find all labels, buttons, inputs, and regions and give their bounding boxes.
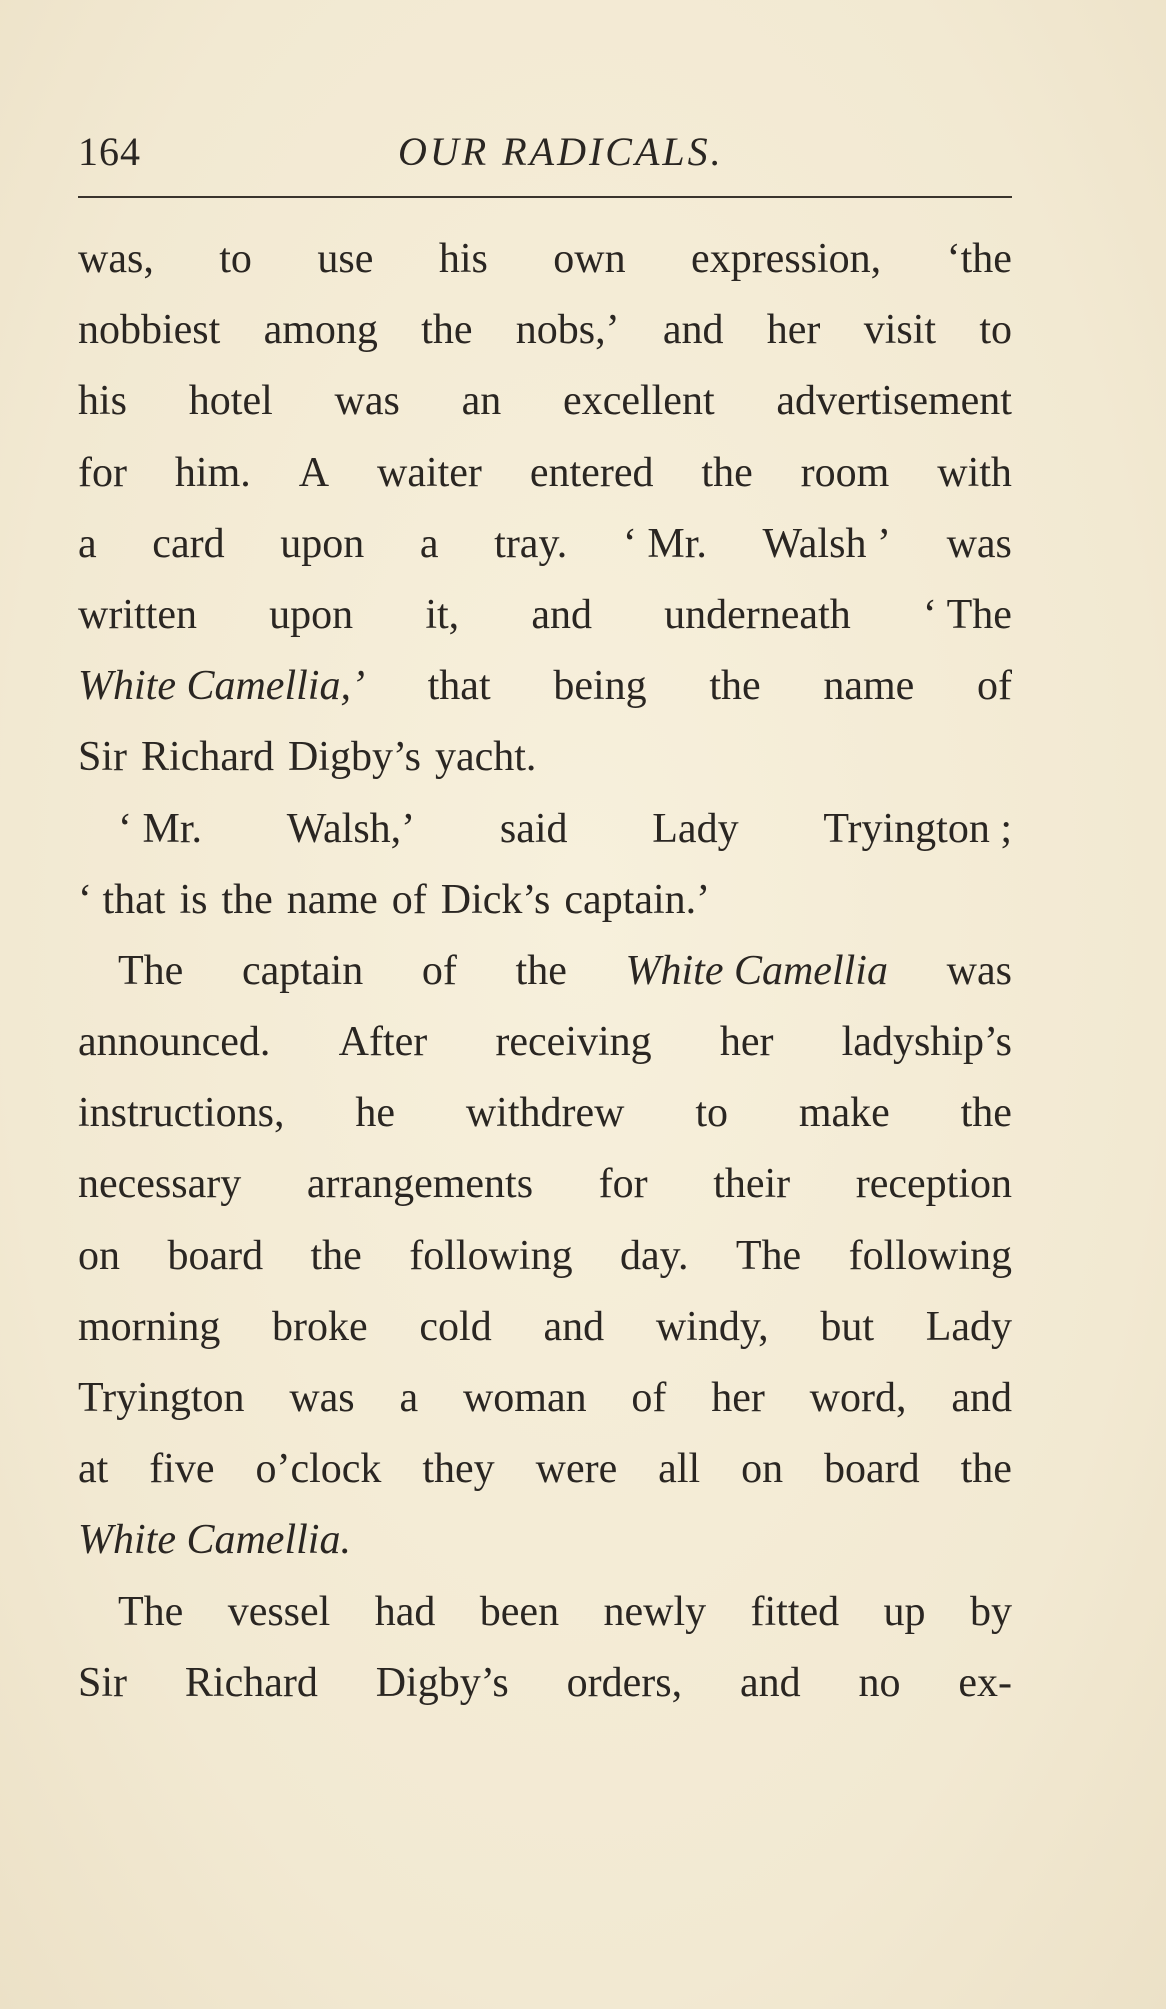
text-line (78, 1292, 1012, 1363)
word: yacht. (434, 734, 537, 781)
word: ‘ Mr. (622, 520, 707, 567)
word: was (946, 520, 1012, 567)
word: and (543, 1303, 605, 1350)
word: but (820, 1303, 874, 1350)
word: among (263, 307, 378, 354)
word: on (741, 1446, 784, 1493)
word: Walsh ’ (762, 520, 891, 567)
word: of (421, 947, 457, 994)
word: Walsh,’ (286, 805, 416, 852)
word: her (719, 1019, 774, 1066)
word: ‘ Mr. (118, 805, 202, 852)
word: After (338, 1019, 428, 1066)
word: windy, (655, 1303, 769, 1350)
word: Tryington (78, 1375, 245, 1421)
word: broke (272, 1303, 368, 1350)
word: own (553, 236, 626, 282)
word: card (152, 520, 225, 567)
word: being (553, 663, 647, 710)
word: woman (462, 1375, 587, 1421)
word: and (662, 307, 724, 354)
word: excellent (563, 378, 715, 425)
word: following (848, 1232, 1012, 1279)
word: upon (269, 591, 354, 638)
word: of (976, 663, 1012, 710)
word: ‘ that (78, 876, 166, 923)
word: Dick’s (440, 876, 551, 923)
word: by (969, 1588, 1012, 1635)
word: visit (863, 307, 937, 354)
word: and (951, 1375, 1012, 1421)
word: that (427, 663, 491, 710)
text-line (78, 1505, 1012, 1576)
word: all (658, 1446, 701, 1493)
word: morning (78, 1303, 221, 1350)
word: instructions, (78, 1090, 285, 1137)
word: they (422, 1446, 495, 1493)
body-text (78, 224, 1012, 1719)
word: it, (425, 591, 460, 638)
word: nobs,’ (515, 307, 620, 354)
word: newly (603, 1588, 707, 1635)
page-number: 164 (78, 129, 141, 174)
word: the (701, 449, 753, 496)
word: entered (529, 449, 654, 496)
word: upon (280, 520, 365, 567)
word: following (409, 1232, 573, 1279)
word: and (739, 1659, 801, 1706)
word: necessary (78, 1161, 242, 1208)
word: was (289, 1375, 355, 1421)
word: fitted (750, 1588, 840, 1635)
word: board (824, 1446, 920, 1493)
word: a (419, 520, 439, 567)
word: captain.’ (564, 876, 711, 923)
word: for (598, 1161, 648, 1208)
word: name (823, 663, 915, 710)
word: The (118, 1588, 184, 1635)
word: reception (855, 1161, 1012, 1208)
text-line (78, 1149, 1012, 1220)
word: Digby’s (287, 734, 421, 781)
word: said (499, 805, 568, 852)
word: his (78, 378, 128, 425)
word: vessel (227, 1588, 331, 1635)
word: arrangements (306, 1161, 534, 1208)
word: room (800, 449, 890, 496)
running-head (78, 128, 1012, 184)
word: to (219, 236, 252, 282)
word: of (391, 876, 427, 923)
italic-word: White Camellia (625, 947, 888, 994)
word: five (149, 1446, 215, 1493)
text-line (78, 1648, 1012, 1719)
word: his (438, 236, 488, 282)
word: he (355, 1090, 395, 1137)
word: board (167, 1232, 264, 1279)
word: Lady (652, 805, 739, 852)
word: to (979, 307, 1012, 354)
word: orders, (566, 1659, 683, 1706)
word: ‘ The (922, 591, 1012, 638)
word: announced. (78, 1019, 271, 1066)
word: the (310, 1232, 362, 1279)
text-line (78, 651, 1012, 722)
word: Richard (184, 1659, 318, 1706)
text-line (78, 936, 1012, 1007)
word: Tryington ; (823, 805, 1012, 852)
text-line (78, 1007, 1012, 1078)
word: A (298, 449, 330, 496)
word: waiter (376, 449, 482, 496)
word: was, (78, 236, 154, 282)
header-rule (78, 196, 1012, 198)
word: ex- (958, 1659, 1012, 1706)
word: Sir (78, 734, 128, 781)
word: her (766, 307, 821, 354)
word: use (317, 236, 374, 282)
text-line (78, 1221, 1012, 1292)
word: underneath (664, 591, 851, 638)
word: her (711, 1375, 765, 1421)
italic-word: White Camellia. (78, 1517, 351, 1564)
italic-word: White Camellia,’ (78, 663, 365, 710)
word: nobbiest (78, 307, 221, 354)
text-line (78, 224, 1012, 295)
word: day. (620, 1232, 689, 1279)
word: a (399, 1375, 419, 1421)
word: Sir (78, 1659, 128, 1706)
word: at (78, 1446, 109, 1493)
word: ladyship’s (841, 1019, 1012, 1066)
running-title: OUR RADICALS. (398, 129, 724, 174)
word: was (946, 947, 1012, 994)
text-line (78, 865, 1012, 936)
word: word, (809, 1375, 907, 1421)
text-line (78, 366, 1012, 437)
word: the (221, 876, 273, 923)
word: him. (174, 449, 251, 496)
word: withdrew (465, 1090, 625, 1137)
word: was (334, 378, 400, 425)
word: the (515, 947, 567, 994)
word: for (78, 449, 127, 496)
word: the (960, 1446, 1012, 1493)
text-line (78, 1577, 1012, 1648)
word: ‘the (946, 236, 1012, 282)
word: the (709, 663, 761, 710)
text-line (78, 509, 1012, 580)
text-line (78, 295, 1012, 366)
word: up (883, 1588, 926, 1635)
word: expression, (691, 236, 882, 282)
word: and (531, 591, 592, 638)
word: Lady (925, 1303, 1012, 1350)
word: on (78, 1232, 120, 1279)
text-line (78, 438, 1012, 509)
text-line (78, 580, 1012, 651)
text-line (78, 1363, 1012, 1434)
word: been (479, 1588, 560, 1635)
word: tray. (494, 520, 568, 567)
word: a (78, 520, 97, 567)
word: is (179, 876, 208, 923)
word: no (858, 1659, 901, 1706)
word: o’clock (255, 1446, 382, 1493)
word: make (798, 1090, 890, 1137)
text-line (78, 794, 1012, 865)
word: an (461, 378, 502, 425)
word: captain (241, 947, 364, 994)
word: written (78, 591, 197, 638)
word: name (286, 876, 378, 923)
text-line (78, 722, 1012, 793)
word: Digby’s (375, 1659, 509, 1706)
word: advertisement (776, 378, 1012, 425)
word: Richard (141, 734, 274, 781)
word: had (374, 1588, 436, 1635)
word: to (695, 1090, 728, 1137)
word: hotel (188, 378, 273, 425)
word: were (535, 1446, 618, 1493)
word: receiving (495, 1019, 652, 1066)
word: the (421, 307, 473, 354)
word: The (118, 947, 184, 994)
word: the (960, 1090, 1012, 1137)
word: with (937, 449, 1012, 496)
word: cold (419, 1303, 492, 1350)
text-line (78, 1434, 1012, 1505)
text-line (78, 1078, 1012, 1149)
word: The (735, 1232, 802, 1279)
word: their (713, 1161, 791, 1208)
word: of (631, 1375, 667, 1421)
